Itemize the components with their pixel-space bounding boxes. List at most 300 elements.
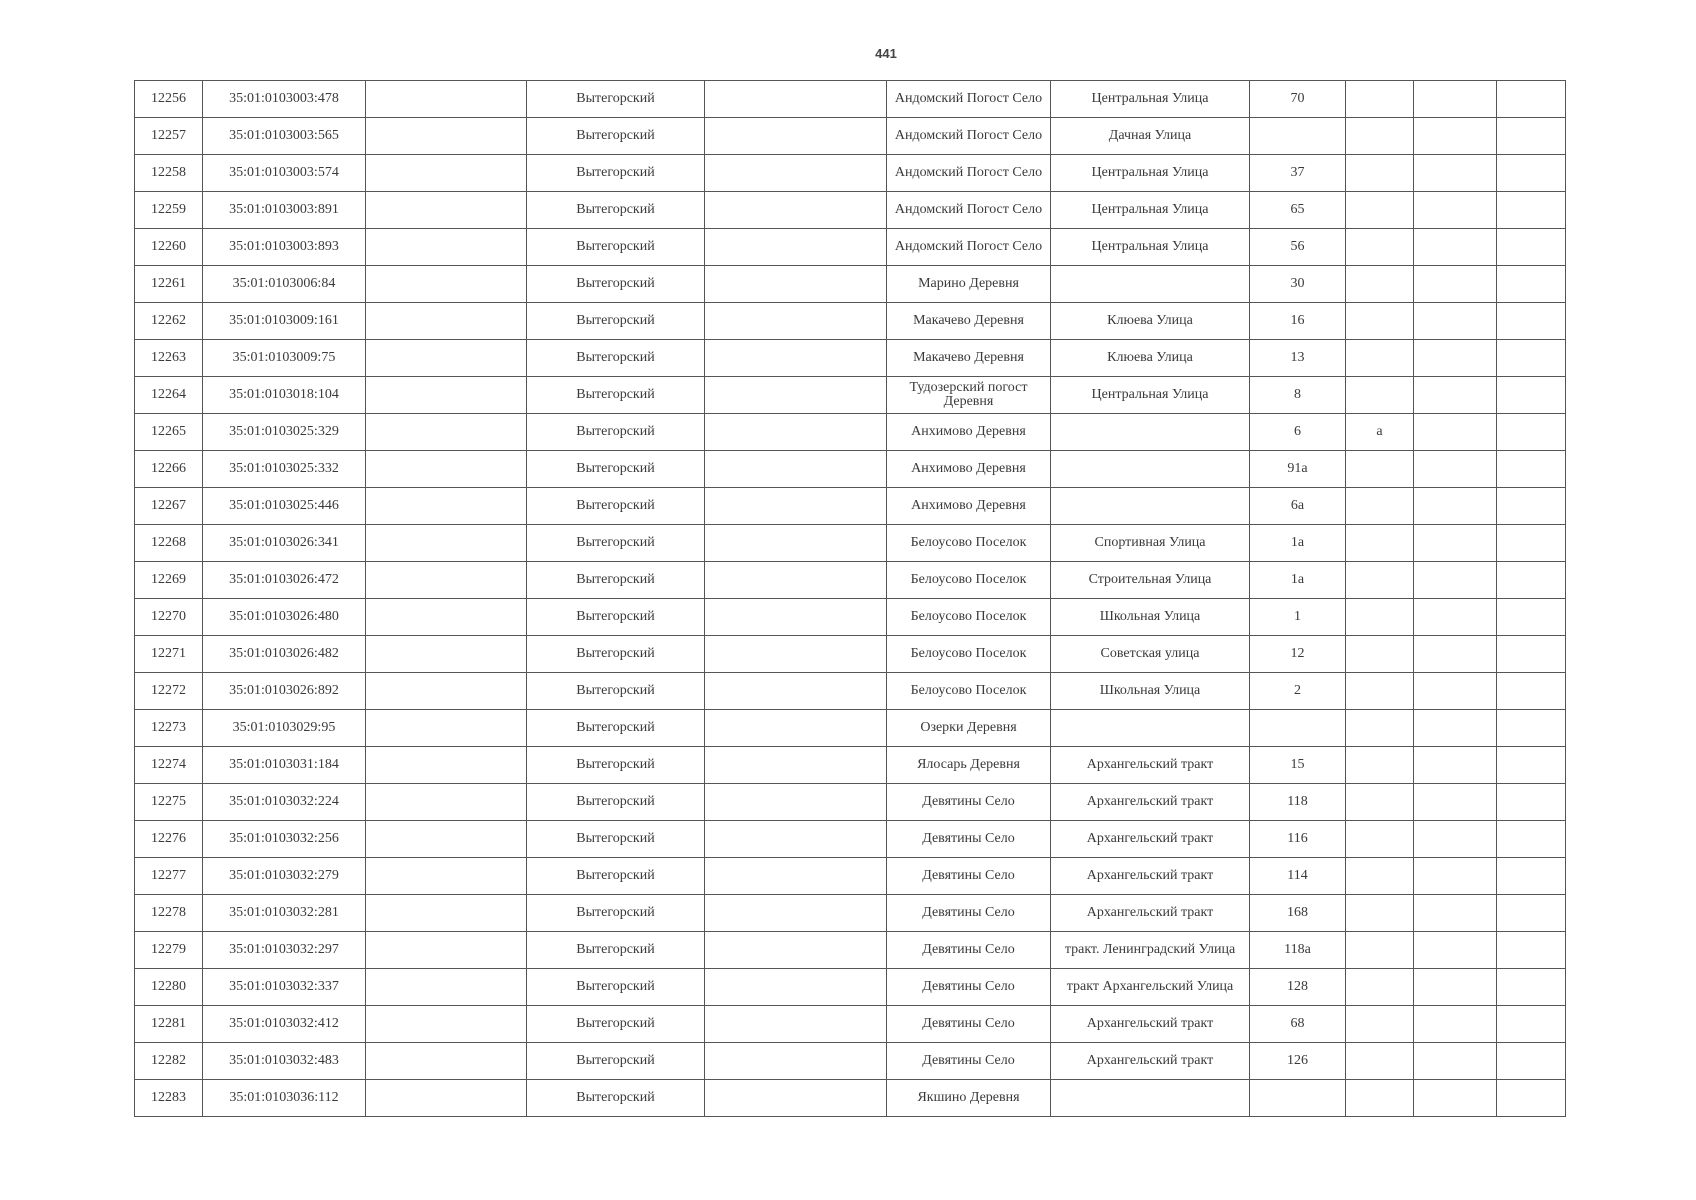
cadastral-number-cell: 35:01:0103003:574: [203, 155, 366, 192]
cadastral-number-cell: 35:01:0103009:75: [203, 340, 366, 377]
table-row: [135, 969, 1566, 1006]
table-row: [135, 377, 1566, 414]
building-suffix-cell: [1346, 488, 1414, 525]
house-number-cell: 114: [1250, 858, 1346, 895]
blank-cell: [366, 266, 527, 303]
table-row: [135, 1043, 1566, 1080]
settlement-cell: Анхимово Деревня: [887, 451, 1051, 488]
blank-cell: [705, 303, 887, 340]
blank-cell: [366, 525, 527, 562]
street-cell: [1051, 710, 1250, 747]
blank-cell: [1414, 414, 1497, 451]
building-suffix-cell: а: [1346, 414, 1414, 451]
settlement-cell: Девятины Село: [887, 858, 1051, 895]
settlement-cell: Девятины Село: [887, 821, 1051, 858]
row-number-cell: 12260: [135, 229, 203, 266]
blank-cell: [1497, 340, 1566, 377]
street-cell: Архангельский тракт: [1051, 858, 1250, 895]
blank-cell: [1414, 784, 1497, 821]
street-cell: Советская улица: [1051, 636, 1250, 673]
blank-cell: [1414, 710, 1497, 747]
building-suffix-cell: [1346, 118, 1414, 155]
row-number-cell: 12278: [135, 895, 203, 932]
building-suffix-cell: [1346, 636, 1414, 673]
building-suffix-cell: [1346, 1006, 1414, 1043]
street-cell: Архангельский тракт: [1051, 747, 1250, 784]
district-cell: Вытегорский: [527, 710, 705, 747]
blank-cell: [1414, 673, 1497, 710]
blank-cell: [705, 488, 887, 525]
blank-cell: [1497, 525, 1566, 562]
blank-cell: [366, 747, 527, 784]
blank-cell: [705, 266, 887, 303]
blank-cell: [1414, 155, 1497, 192]
street-cell: Архангельский тракт: [1051, 784, 1250, 821]
table-row: [135, 636, 1566, 673]
street-cell: Архангельский тракт: [1051, 1043, 1250, 1080]
street-cell: Клюева Улица: [1051, 340, 1250, 377]
settlement-cell: Озерки Деревня: [887, 710, 1051, 747]
blank-cell: [705, 81, 887, 118]
blank-cell: [1497, 895, 1566, 932]
blank-cell: [705, 710, 887, 747]
blank-cell: [705, 192, 887, 229]
settlement-cell: Анхимово Деревня: [887, 414, 1051, 451]
page-number: 441: [875, 46, 897, 61]
blank-cell: [366, 895, 527, 932]
house-number-cell: 13: [1250, 340, 1346, 377]
district-cell: Вытегорский: [527, 636, 705, 673]
blank-cell: [705, 969, 887, 1006]
district-cell: Вытегорский: [527, 784, 705, 821]
settlement-cell: Белоусово Поселок: [887, 636, 1051, 673]
table-row: [135, 562, 1566, 599]
blank-cell: [366, 673, 527, 710]
settlement-cell: Белоусово Поселок: [887, 562, 1051, 599]
street-cell: Строительная Улица: [1051, 562, 1250, 599]
building-suffix-cell: [1346, 969, 1414, 1006]
blank-cell: [366, 414, 527, 451]
district-cell: Вытегорский: [527, 858, 705, 895]
blank-cell: [1497, 784, 1566, 821]
cadastral-number-cell: 35:01:0103026:341: [203, 525, 366, 562]
house-number-cell: 16: [1250, 303, 1346, 340]
blank-cell: [1414, 525, 1497, 562]
blank-cell: [366, 636, 527, 673]
building-suffix-cell: [1346, 1080, 1414, 1117]
blank-cell: [1497, 81, 1566, 118]
district-cell: Вытегорский: [527, 303, 705, 340]
blank-cell: [705, 932, 887, 969]
table-row: [135, 340, 1566, 377]
blank-cell: [366, 821, 527, 858]
blank-cell: [1497, 303, 1566, 340]
blank-cell: [1414, 636, 1497, 673]
blank-cell: [705, 673, 887, 710]
table-row: [135, 118, 1566, 155]
blank-cell: [1414, 1043, 1497, 1080]
district-cell: Вытегорский: [527, 118, 705, 155]
cadastral-number-cell: 35:01:0103031:184: [203, 747, 366, 784]
settlement-cell: Андомский Погост Село: [887, 118, 1051, 155]
street-cell: тракт. Ленинградский Улица: [1051, 932, 1250, 969]
blank-cell: [1414, 599, 1497, 636]
settlement-cell: Ялосарь Деревня: [887, 747, 1051, 784]
blank-cell: [366, 858, 527, 895]
settlement-cell: Девятины Село: [887, 1006, 1051, 1043]
table-row: [135, 932, 1566, 969]
blank-cell: [1414, 969, 1497, 1006]
building-suffix-cell: [1346, 81, 1414, 118]
table-row: [135, 599, 1566, 636]
blank-cell: [1414, 340, 1497, 377]
blank-cell: [705, 747, 887, 784]
blank-cell: [705, 525, 887, 562]
blank-cell: [1414, 192, 1497, 229]
settlement-cell: Девятины Село: [887, 784, 1051, 821]
table-row: [135, 747, 1566, 784]
cadastral-number-cell: 35:01:0103025:446: [203, 488, 366, 525]
house-number-cell: 118а: [1250, 932, 1346, 969]
row-number-cell: 12257: [135, 118, 203, 155]
row-number-cell: 12258: [135, 155, 203, 192]
street-cell: Школьная Улица: [1051, 599, 1250, 636]
blank-cell: [1497, 599, 1566, 636]
house-number-cell: 6а: [1250, 488, 1346, 525]
blank-cell: [366, 784, 527, 821]
blank-cell: [705, 858, 887, 895]
blank-cell: [1497, 747, 1566, 784]
building-suffix-cell: [1346, 377, 1414, 414]
building-suffix-cell: [1346, 932, 1414, 969]
house-number-cell: 116: [1250, 821, 1346, 858]
table-row: [135, 821, 1566, 858]
blank-cell: [705, 1080, 887, 1117]
blank-cell: [366, 192, 527, 229]
building-suffix-cell: [1346, 1043, 1414, 1080]
blank-cell: [705, 229, 887, 266]
blank-cell: [1414, 488, 1497, 525]
settlement-cell: Тудозерский погост Деревня: [887, 377, 1051, 414]
cadastral-number-cell: 35:01:0103009:161: [203, 303, 366, 340]
district-cell: Вытегорский: [527, 525, 705, 562]
blank-cell: [1414, 229, 1497, 266]
blank-cell: [705, 118, 887, 155]
house-number-cell: 91а: [1250, 451, 1346, 488]
district-cell: Вытегорский: [527, 192, 705, 229]
street-cell: Центральная Улица: [1051, 81, 1250, 118]
blank-cell: [1497, 710, 1566, 747]
street-cell: Архангельский тракт: [1051, 895, 1250, 932]
cadastral-number-cell: 35:01:0103003:891: [203, 192, 366, 229]
settlement-cell: Белоусово Поселок: [887, 673, 1051, 710]
blank-cell: [366, 1006, 527, 1043]
blank-cell: [705, 562, 887, 599]
cadastral-number-cell: 35:01:0103032:281: [203, 895, 366, 932]
blank-cell: [366, 155, 527, 192]
house-number-cell: 6: [1250, 414, 1346, 451]
registry-table: [134, 80, 1566, 1117]
street-cell: Школьная Улица: [1051, 673, 1250, 710]
house-number-cell: [1250, 710, 1346, 747]
table-row: [135, 710, 1566, 747]
cadastral-number-cell: 35:01:0103003:565: [203, 118, 366, 155]
house-number-cell: 70: [1250, 81, 1346, 118]
building-suffix-cell: [1346, 303, 1414, 340]
building-suffix-cell: [1346, 562, 1414, 599]
building-suffix-cell: [1346, 673, 1414, 710]
house-number-cell: 1а: [1250, 525, 1346, 562]
district-cell: Вытегорский: [527, 1006, 705, 1043]
blank-cell: [366, 118, 527, 155]
cadastral-number-cell: 35:01:0103032:483: [203, 1043, 366, 1080]
table-row: [135, 673, 1566, 710]
blank-cell: [1497, 1043, 1566, 1080]
blank-cell: [366, 562, 527, 599]
district-cell: Вытегорский: [527, 81, 705, 118]
street-cell: [1051, 451, 1250, 488]
district-cell: Вытегорский: [527, 821, 705, 858]
row-number-cell: 12275: [135, 784, 203, 821]
settlement-cell: Белоусово Поселок: [887, 525, 1051, 562]
blank-cell: [1497, 636, 1566, 673]
street-cell: Архангельский тракт: [1051, 1006, 1250, 1043]
table-row: [135, 155, 1566, 192]
cadastral-number-cell: 35:01:0103032:412: [203, 1006, 366, 1043]
street-cell: [1051, 414, 1250, 451]
blank-cell: [366, 340, 527, 377]
street-cell: [1051, 266, 1250, 303]
row-number-cell: 12279: [135, 932, 203, 969]
settlement-cell: Андомский Погост Село: [887, 229, 1051, 266]
blank-cell: [1497, 858, 1566, 895]
district-cell: Вытегорский: [527, 969, 705, 1006]
cadastral-number-cell: 35:01:0103032:224: [203, 784, 366, 821]
blank-cell: [1497, 969, 1566, 1006]
settlement-cell: Девятины Село: [887, 895, 1051, 932]
house-number-cell: 126: [1250, 1043, 1346, 1080]
district-cell: Вытегорский: [527, 562, 705, 599]
blank-cell: [705, 1006, 887, 1043]
blank-cell: [1414, 858, 1497, 895]
blank-cell: [1414, 266, 1497, 303]
blank-cell: [1497, 118, 1566, 155]
table-row: [135, 858, 1566, 895]
building-suffix-cell: [1346, 192, 1414, 229]
row-number-cell: 12281: [135, 1006, 203, 1043]
row-number-cell: 12283: [135, 1080, 203, 1117]
row-number-cell: 12265: [135, 414, 203, 451]
district-cell: Вытегорский: [527, 747, 705, 784]
cadastral-number-cell: 35:01:0103026:892: [203, 673, 366, 710]
building-suffix-cell: [1346, 599, 1414, 636]
blank-cell: [1497, 821, 1566, 858]
row-number-cell: 12276: [135, 821, 203, 858]
row-number-cell: 12282: [135, 1043, 203, 1080]
blank-cell: [366, 451, 527, 488]
building-suffix-cell: [1346, 155, 1414, 192]
blank-cell: [366, 81, 527, 118]
blank-cell: [1497, 562, 1566, 599]
house-number-cell: [1250, 118, 1346, 155]
district-cell: Вытегорский: [527, 932, 705, 969]
blank-cell: [366, 932, 527, 969]
table-row: [135, 895, 1566, 932]
settlement-cell: Анхимово Деревня: [887, 488, 1051, 525]
cadastral-number-cell: 35:01:0103032:279: [203, 858, 366, 895]
row-number-cell: 12266: [135, 451, 203, 488]
table-row: [135, 192, 1566, 229]
blank-cell: [1497, 1080, 1566, 1117]
blank-cell: [1414, 118, 1497, 155]
table-row: [135, 525, 1566, 562]
cadastral-number-cell: 35:01:0103026:472: [203, 562, 366, 599]
blank-cell: [1497, 1006, 1566, 1043]
building-suffix-cell: [1346, 710, 1414, 747]
blank-cell: [366, 1043, 527, 1080]
district-cell: Вытегорский: [527, 414, 705, 451]
row-number-cell: 12259: [135, 192, 203, 229]
settlement-cell: Андомский Погост Село: [887, 81, 1051, 118]
street-cell: Центральная Улица: [1051, 155, 1250, 192]
district-cell: Вытегорский: [527, 673, 705, 710]
district-cell: Вытегорский: [527, 155, 705, 192]
house-number-cell: 15: [1250, 747, 1346, 784]
house-number-cell: 1а: [1250, 562, 1346, 599]
cadastral-number-cell: 35:01:0103018:104: [203, 377, 366, 414]
district-cell: Вытегорский: [527, 377, 705, 414]
row-number-cell: 12277: [135, 858, 203, 895]
blank-cell: [366, 969, 527, 1006]
street-cell: Спортивная Улица: [1051, 525, 1250, 562]
district-cell: Вытегорский: [527, 488, 705, 525]
row-number-cell: 12268: [135, 525, 203, 562]
blank-cell: [1497, 377, 1566, 414]
street-cell: [1051, 1080, 1250, 1117]
blank-cell: [1497, 192, 1566, 229]
cadastral-number-cell: 35:01:0103026:482: [203, 636, 366, 673]
building-suffix-cell: [1346, 451, 1414, 488]
blank-cell: [1497, 229, 1566, 266]
district-cell: Вытегорский: [527, 599, 705, 636]
cadastral-number-cell: 35:01:0103032:337: [203, 969, 366, 1006]
building-suffix-cell: [1346, 340, 1414, 377]
cadastral-number-cell: 35:01:0103006:84: [203, 266, 366, 303]
blank-cell: [1414, 821, 1497, 858]
blank-cell: [1497, 155, 1566, 192]
blank-cell: [1497, 414, 1566, 451]
house-number-cell: 68: [1250, 1006, 1346, 1043]
row-number-cell: 12269: [135, 562, 203, 599]
table-row: [135, 1006, 1566, 1043]
building-suffix-cell: [1346, 784, 1414, 821]
blank-cell: [1414, 303, 1497, 340]
house-number-cell: 8: [1250, 377, 1346, 414]
house-number-cell: 118: [1250, 784, 1346, 821]
building-suffix-cell: [1346, 266, 1414, 303]
settlement-cell: Девятины Село: [887, 1043, 1051, 1080]
blank-cell: [705, 821, 887, 858]
row-number-cell: 12271: [135, 636, 203, 673]
house-number-cell: 37: [1250, 155, 1346, 192]
table-row: [135, 1080, 1566, 1117]
blank-cell: [705, 636, 887, 673]
table-row: [135, 81, 1566, 118]
street-cell: тракт Архангельский Улица: [1051, 969, 1250, 1006]
blank-cell: [1414, 562, 1497, 599]
cadastral-number-cell: 35:01:0103032:297: [203, 932, 366, 969]
row-number-cell: 12263: [135, 340, 203, 377]
row-number-cell: 12264: [135, 377, 203, 414]
row-number-cell: 12256: [135, 81, 203, 118]
row-number-cell: 12272: [135, 673, 203, 710]
blank-cell: [366, 599, 527, 636]
blank-cell: [1414, 81, 1497, 118]
district-cell: Вытегорский: [527, 266, 705, 303]
table-row: [135, 451, 1566, 488]
table-row: [135, 229, 1566, 266]
blank-cell: [1414, 377, 1497, 414]
blank-cell: [1414, 1080, 1497, 1117]
blank-cell: [366, 1080, 527, 1117]
blank-cell: [705, 414, 887, 451]
blank-cell: [705, 377, 887, 414]
district-cell: Вытегорский: [527, 1080, 705, 1117]
row-number-cell: 12261: [135, 266, 203, 303]
row-number-cell: 12262: [135, 303, 203, 340]
blank-cell: [705, 784, 887, 821]
building-suffix-cell: [1346, 525, 1414, 562]
street-cell: [1051, 488, 1250, 525]
row-number-cell: 12274: [135, 747, 203, 784]
blank-cell: [1414, 895, 1497, 932]
cadastral-number-cell: 35:01:0103032:256: [203, 821, 366, 858]
blank-cell: [705, 599, 887, 636]
row-number-cell: 12267: [135, 488, 203, 525]
blank-cell: [1497, 451, 1566, 488]
table-row: [135, 414, 1566, 451]
district-cell: Вытегорский: [527, 340, 705, 377]
blank-cell: [705, 451, 887, 488]
settlement-cell: Девятины Село: [887, 969, 1051, 1006]
cadastral-number-cell: 35:01:0103036:112: [203, 1080, 366, 1117]
row-number-cell: 12270: [135, 599, 203, 636]
cadastral-number-cell: 35:01:0103025:329: [203, 414, 366, 451]
district-cell: Вытегорский: [527, 451, 705, 488]
house-number-cell: [1250, 1080, 1346, 1117]
blank-cell: [1414, 451, 1497, 488]
blank-cell: [1497, 932, 1566, 969]
building-suffix-cell: [1346, 821, 1414, 858]
blank-cell: [366, 303, 527, 340]
cadastral-number-cell: 35:01:0103026:480: [203, 599, 366, 636]
district-cell: Вытегорский: [527, 895, 705, 932]
house-number-cell: 30: [1250, 266, 1346, 303]
settlement-cell: Якшино Деревня: [887, 1080, 1051, 1117]
house-number-cell: 2: [1250, 673, 1346, 710]
blank-cell: [1497, 673, 1566, 710]
district-cell: Вытегорский: [527, 229, 705, 266]
settlement-cell: Девятины Село: [887, 932, 1051, 969]
blank-cell: [366, 710, 527, 747]
blank-cell: [366, 229, 527, 266]
settlement-cell: Марино Деревня: [887, 266, 1051, 303]
street-cell: Центральная Улица: [1051, 377, 1250, 414]
blank-cell: [1414, 932, 1497, 969]
street-cell: Архангельский тракт: [1051, 821, 1250, 858]
blank-cell: [366, 377, 527, 414]
blank-cell: [1414, 747, 1497, 784]
